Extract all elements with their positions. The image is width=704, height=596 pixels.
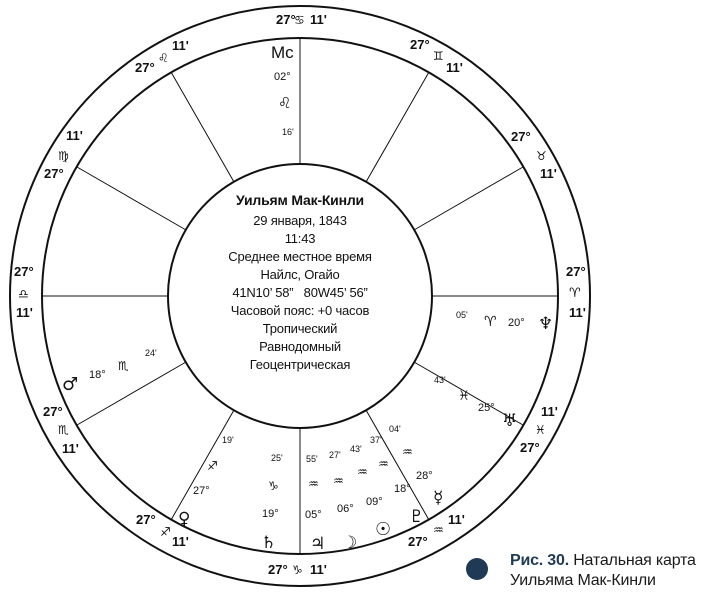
cusp-bottom-min: 11'	[310, 562, 327, 577]
cusp-bottomright-deg: 27°	[408, 534, 428, 549]
caption-line-2: Уильяма Мак-Кинли	[510, 572, 656, 589]
midheaven-label: Mc	[271, 43, 294, 62]
cusp-topleft-min: 11'	[172, 38, 189, 53]
chart-info-zodiac: Тропический	[262, 321, 338, 336]
cusp-rightlower-deg: 27°	[520, 440, 540, 455]
cusp-top-min: 11'	[310, 12, 327, 27]
jupiter-sign: ♒	[308, 477, 319, 491]
mars-icon: ♂	[62, 374, 79, 395]
cusp-bottomleft-min: 11'	[172, 534, 189, 549]
saturn-sign: ♑	[268, 479, 279, 493]
cusp-rightlower-sign: ♓	[535, 423, 546, 437]
planet-mercury	[389, 424, 443, 508]
cusp-leftupper-deg: 27°	[44, 166, 64, 181]
moon-min: 27'	[329, 450, 341, 460]
cusp-bottomright-sign: ♒	[433, 523, 444, 537]
jupiter-deg: 05°	[305, 509, 322, 521]
uranus-icon: ♅	[502, 411, 518, 431]
planet-neptune	[456, 310, 553, 334]
caption-bullet-icon	[466, 558, 488, 580]
venus-min: 19'	[222, 435, 234, 445]
cusp-bottomleft-sign: ♐	[160, 525, 171, 539]
neptune-deg: 20°	[508, 317, 525, 329]
cusp-topleft-deg: 27°	[135, 60, 155, 75]
cusp-leftupper-sign: ♍	[58, 149, 69, 163]
chart-person-name: Уильям Мак-Кинли	[236, 192, 364, 208]
pluto-icon: ♇	[409, 507, 425, 527]
cusp-rightupper-deg: 27°	[511, 129, 531, 144]
pluto-min: 37'	[370, 435, 382, 445]
cusp-right-deg: 27°	[566, 264, 586, 279]
cusp-right-sign: ♈	[569, 286, 581, 301]
sun-deg: 09°	[366, 496, 383, 508]
jupiter-icon: ♃	[310, 534, 326, 554]
neptune-min: 05'	[456, 310, 468, 320]
venus-sign: ♐	[207, 459, 218, 473]
pluto-sign: ♒	[378, 457, 389, 471]
chart-info-place: Найлс, Огайо	[260, 267, 340, 282]
venus-icon: ♀	[178, 509, 191, 529]
cusp-bottomleft-deg: 27°	[136, 512, 156, 527]
cusp-top-deg: 27°	[276, 12, 296, 27]
cusp-leftlower-min: 11'	[62, 441, 79, 456]
planet-uranus	[434, 375, 517, 431]
chart-info-perspective: Геоцентрическая	[249, 357, 351, 372]
planet-mars	[62, 348, 157, 395]
mars-deg: 18°	[89, 369, 106, 381]
mars-min: 24'	[145, 348, 157, 358]
cusp-bottom-deg: 27°	[268, 562, 288, 577]
midheaven-min: 16'	[282, 127, 294, 137]
cusp-bottomright-min: 11'	[448, 512, 465, 527]
moon-sign: ♒	[333, 474, 344, 488]
cusp-leftupper-min: 11'	[66, 128, 83, 143]
caption-prefix: Рис. 30.	[510, 552, 569, 569]
cusp-line-9	[171, 72, 234, 182]
uranus-sign: ♓	[458, 389, 470, 404]
chart-info-date: 29 января, 1843	[253, 213, 347, 228]
cusp-leftlower-deg: 27°	[43, 404, 63, 419]
chart-info	[200, 190, 400, 374]
saturn-icon: ♄	[261, 533, 277, 553]
cusp-rightupper-min: 11'	[540, 166, 557, 181]
mercury-icon: ☿	[433, 488, 444, 508]
cusp-rightlower-min: 11'	[541, 404, 558, 419]
moon-icon: ☽	[342, 533, 358, 553]
midheaven-sign: ♌	[278, 94, 292, 112]
cusp-line-5	[171, 410, 234, 520]
planet-jupiter	[305, 454, 325, 554]
cusp-left-min: 11'	[16, 305, 33, 320]
midheaven-group	[271, 43, 294, 137]
sun-sign: ♒	[357, 465, 368, 479]
mercury-sign: ♒	[402, 445, 413, 459]
chart-info-house-system: Равнодомный	[259, 339, 341, 354]
uranus-min: 43'	[434, 375, 446, 385]
pluto-deg: 18°	[394, 483, 411, 495]
cusp-topleft-sign: ♌	[158, 51, 169, 65]
cusp-leftlower-sign: ♏	[58, 423, 69, 437]
chart-info-time: 11:43	[284, 231, 316, 246]
midheaven-deg: 02°	[274, 71, 291, 83]
caption-line-1	[510, 552, 696, 570]
cusp-topright-deg: 27°	[410, 37, 430, 52]
mercury-min: 04'	[389, 424, 401, 434]
moon-deg: 06°	[337, 503, 354, 515]
planet-saturn	[261, 453, 283, 553]
cusp-right-min: 11'	[569, 305, 586, 320]
cusp-rightupper-sign: ♉	[536, 149, 547, 163]
cusp-topright-min: 11'	[446, 60, 463, 75]
sun-min: 43'	[350, 444, 362, 454]
mars-sign: ♏	[118, 359, 129, 373]
uranus-deg: 25°	[478, 402, 495, 414]
chart-info-timezone: Часовой пояс: +0 часов	[230, 303, 370, 318]
mercury-deg: 28°	[416, 470, 433, 482]
venus-deg: 27°	[193, 485, 210, 497]
neptune-sign: ♈	[484, 314, 497, 330]
cusp-topright-sign: ♊	[433, 49, 444, 63]
chart-info-time-type: Среднее местное время	[228, 249, 372, 264]
planet-venus	[178, 435, 234, 529]
cusp-left-deg: 27°	[14, 264, 34, 279]
chart-info-coordinates: 41N10’ 58” 80W45’ 56”	[232, 285, 368, 300]
jupiter-min: 55'	[306, 454, 318, 464]
sun-icon: ☉	[375, 519, 392, 540]
cusp-top-sign: ♋	[294, 13, 305, 27]
saturn-min: 25'	[271, 453, 283, 463]
cusp-line-8	[77, 167, 186, 230]
cusp-line-11	[366, 72, 429, 182]
cusp-line-12	[414, 167, 523, 230]
cusp-bottom-sign: ♑	[292, 563, 303, 577]
neptune-icon: ♆	[538, 314, 554, 334]
cusp-left-sign: ♎	[18, 287, 29, 301]
caption-title-1: Натальная карта	[573, 552, 696, 569]
saturn-deg: 19°	[262, 508, 279, 520]
planet-moon	[329, 450, 357, 553]
